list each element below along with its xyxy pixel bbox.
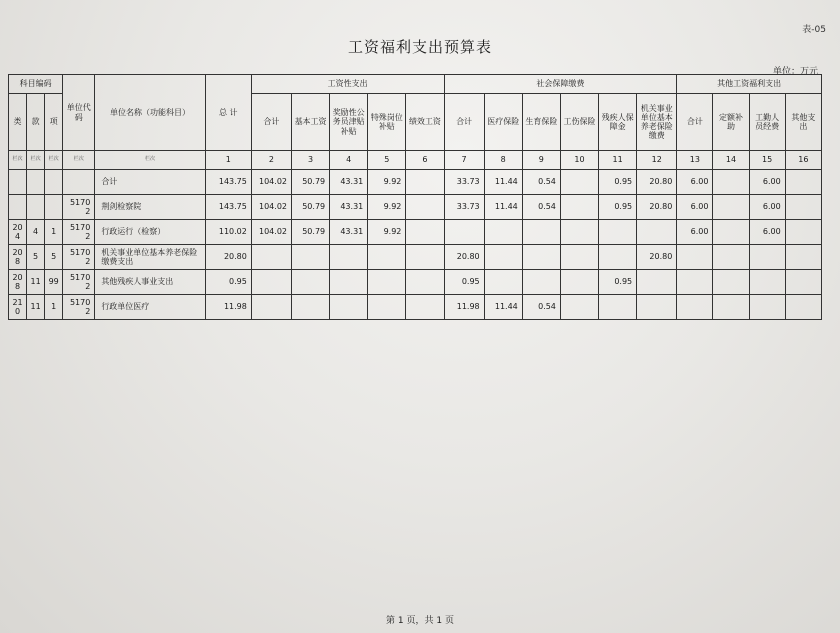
amount-cell-c4 xyxy=(330,270,368,295)
unit-code-cell: 51702 xyxy=(63,195,95,220)
amount-cell-c11 xyxy=(599,245,637,270)
amount-cell-c2 xyxy=(251,295,291,320)
amount-cell-c8: 11.44 xyxy=(484,295,522,320)
unit-label: 单位：万元 xyxy=(772,67,818,77)
unit-code-cell: 51702 xyxy=(63,270,95,295)
amount-cell-c3: 50.79 xyxy=(292,220,330,245)
social-group-header: 社会保障缴费 xyxy=(444,75,677,94)
amount-cell-c2: 104.02 xyxy=(251,220,291,245)
sub-header: 医疗保险 xyxy=(484,94,522,151)
amount-cell-c7: 0.95 xyxy=(444,270,484,295)
amount-cell-c4 xyxy=(330,245,368,270)
lei-cell: 208 xyxy=(9,270,27,295)
amount-cell-c12: 20.80 xyxy=(637,170,677,195)
index-cell: 10 xyxy=(560,151,598,170)
sub-header: 机关事业单位基本养老保险缴费 xyxy=(637,94,677,151)
amount-cell-c6 xyxy=(406,220,444,245)
lei-cell: 210 xyxy=(9,295,27,320)
page-footer: 第 1 页，共 1 页 xyxy=(386,616,454,626)
index-cell: 11 xyxy=(599,151,637,170)
lei-cell xyxy=(9,170,27,195)
amount-cell-c15 xyxy=(749,295,785,320)
kuan-cell: 11 xyxy=(27,295,45,320)
xiang-cell: 99 xyxy=(45,270,63,295)
amount-cell-c16 xyxy=(785,195,821,220)
total-cell: 0.95 xyxy=(205,270,251,295)
amount-cell-c8: 11.44 xyxy=(484,195,522,220)
unit-code-header: 单位代码 xyxy=(63,75,95,151)
xiang-cell xyxy=(45,195,63,220)
amount-cell-c15: 6.00 xyxy=(749,170,785,195)
amount-cell-c3 xyxy=(292,245,330,270)
unit-code-cell: 51702 xyxy=(63,295,95,320)
amount-cell-c7: 33.73 xyxy=(444,170,484,195)
amount-cell-c13 xyxy=(677,295,713,320)
lei-cell: 204 xyxy=(9,220,27,245)
amount-cell-c11: 0.95 xyxy=(599,195,637,220)
page-title: 工资福利支出预算表 xyxy=(347,38,492,56)
index-cell: 7 xyxy=(444,151,484,170)
amount-cell-c7: 33.73 xyxy=(444,195,484,220)
kuan-cell: 5 xyxy=(27,245,45,270)
sub-header: 基本工资 xyxy=(292,94,330,151)
amount-cell-c16 xyxy=(785,245,821,270)
subject-code-header: 科目编码 xyxy=(9,75,63,94)
label-cell: 栏次 xyxy=(95,151,205,170)
column-index-row xyxy=(9,151,822,170)
unit-name-cell: 行政单位医疗 xyxy=(95,295,205,320)
amount-cell-c8 xyxy=(484,220,522,245)
kuan-cell xyxy=(27,195,45,220)
amount-cell-c12 xyxy=(637,220,677,245)
amount-cell-c10 xyxy=(560,220,598,245)
amount-cell-c6 xyxy=(406,170,444,195)
amount-cell-c6 xyxy=(406,295,444,320)
label-cell: 栏次 xyxy=(63,151,95,170)
unit-name-cell: 机关事业单位基本养老保险缴费支出 xyxy=(95,245,205,270)
amount-cell-c14 xyxy=(713,195,749,220)
amount-cell-c7: 11.98 xyxy=(444,295,484,320)
amount-cell-c6 xyxy=(406,195,444,220)
budget-table xyxy=(8,74,822,320)
amount-cell-c2 xyxy=(251,245,291,270)
amount-cell-c5 xyxy=(368,295,406,320)
xiang-cell: 5 xyxy=(45,245,63,270)
sub-header: 合计 xyxy=(251,94,291,151)
amount-cell-c5: 9.92 xyxy=(368,170,406,195)
index-cell: 13 xyxy=(677,151,713,170)
index-cell: 2 xyxy=(251,151,291,170)
index-cell: 6 xyxy=(406,151,444,170)
amount-cell-c9 xyxy=(522,270,560,295)
amount-cell-c3 xyxy=(292,270,330,295)
amount-cell-c7 xyxy=(444,220,484,245)
other-group-header: 其他工资福利支出 xyxy=(677,75,822,94)
label-cell: 栏次 xyxy=(45,151,63,170)
xiang-cell: 1 xyxy=(45,295,63,320)
header-row-1 xyxy=(9,75,822,94)
xiang-header: 项 xyxy=(45,94,63,151)
table-row xyxy=(9,170,822,195)
amount-cell-c13: 6.00 xyxy=(677,170,713,195)
amount-cell-c11: 0.95 xyxy=(599,170,637,195)
amount-cell-c15: 6.00 xyxy=(749,195,785,220)
amount-cell-c12 xyxy=(637,270,677,295)
amount-cell-c14 xyxy=(713,170,749,195)
amount-cell-c10 xyxy=(560,245,598,270)
index-cell: 16 xyxy=(785,151,821,170)
amount-cell-c11: 0.95 xyxy=(599,270,637,295)
lei-header: 类 xyxy=(9,94,27,151)
amount-cell-c14 xyxy=(713,245,749,270)
xiang-cell xyxy=(45,170,63,195)
sub-header: 工勤人员经费 xyxy=(749,94,785,151)
amount-cell-c2: 104.02 xyxy=(251,170,291,195)
amount-cell-c6 xyxy=(406,270,444,295)
amount-cell-c4: 43.31 xyxy=(330,220,368,245)
kuan-cell: 11 xyxy=(27,270,45,295)
unit-name-cell: 行政运行（检察） xyxy=(95,220,205,245)
index-cell: 8 xyxy=(484,151,522,170)
sub-header: 其他支出 xyxy=(785,94,821,151)
sub-header: 奖励性公务员津贴补贴 xyxy=(330,94,368,151)
amount-cell-c15: 6.00 xyxy=(749,220,785,245)
amount-cell-c16 xyxy=(785,270,821,295)
amount-cell-c2 xyxy=(251,270,291,295)
amount-cell-c16 xyxy=(785,170,821,195)
amount-cell-c14 xyxy=(713,270,749,295)
amount-cell-c4: 43.31 xyxy=(330,195,368,220)
table-row xyxy=(9,270,822,295)
amount-cell-c12: 20.80 xyxy=(637,245,677,270)
amount-cell-c15 xyxy=(749,270,785,295)
index-cell: 4 xyxy=(330,151,368,170)
amount-cell-c5 xyxy=(368,270,406,295)
amount-cell-c10 xyxy=(560,270,598,295)
index-cell: 5 xyxy=(368,151,406,170)
amount-cell-c13 xyxy=(677,245,713,270)
xiang-cell: 1 xyxy=(45,220,63,245)
amount-cell-c14 xyxy=(713,220,749,245)
unit-name-header: 单位名称（功能科目） xyxy=(95,75,205,151)
wage-group-header: 工资性支出 xyxy=(251,75,444,94)
table-code: 表-05 xyxy=(802,25,826,35)
label-cell: 栏次 xyxy=(9,151,27,170)
amount-cell-c9 xyxy=(522,245,560,270)
kuan-cell xyxy=(27,170,45,195)
amount-cell-c11 xyxy=(599,295,637,320)
unit-code-cell: 51702 xyxy=(63,220,95,245)
amount-cell-c9: 0.54 xyxy=(522,295,560,320)
amount-cell-c10 xyxy=(560,170,598,195)
unit-code-cell: 51702 xyxy=(63,245,95,270)
amount-cell-c9 xyxy=(522,220,560,245)
total-header: 总 计 xyxy=(205,75,251,151)
sub-header: 残疾人保障金 xyxy=(599,94,637,151)
amount-cell-c5: 9.92 xyxy=(368,220,406,245)
sub-header: 工伤保险 xyxy=(560,94,598,151)
amount-cell-c12: 20.80 xyxy=(637,195,677,220)
total-cell: 11.98 xyxy=(205,295,251,320)
amount-cell-c5 xyxy=(368,245,406,270)
amount-cell-c3 xyxy=(292,295,330,320)
kuan-header: 款 xyxy=(27,94,45,151)
label-cell: 栏次 xyxy=(27,151,45,170)
unit-name-cell: 合计 xyxy=(95,170,205,195)
index-cell: 1 xyxy=(205,151,251,170)
amount-cell-c16 xyxy=(785,220,821,245)
sub-header: 合计 xyxy=(444,94,484,151)
amount-cell-c7: 20.80 xyxy=(444,245,484,270)
amount-cell-c3: 50.79 xyxy=(292,195,330,220)
amount-cell-c4: 43.31 xyxy=(330,170,368,195)
amount-cell-c14 xyxy=(713,295,749,320)
table-row xyxy=(9,245,822,270)
sub-header: 特殊岗位补贴 xyxy=(368,94,406,151)
amount-cell-c10 xyxy=(560,295,598,320)
amount-cell-c4 xyxy=(330,295,368,320)
lei-cell: 208 xyxy=(9,245,27,270)
sub-header: 绩效工资 xyxy=(406,94,444,151)
amount-cell-c12 xyxy=(637,295,677,320)
index-cell: 15 xyxy=(749,151,785,170)
amount-cell-c16 xyxy=(785,295,821,320)
index-cell: 9 xyxy=(522,151,560,170)
amount-cell-c3: 50.79 xyxy=(292,170,330,195)
unit-name-cell: 荆剑检察院 xyxy=(95,195,205,220)
amount-cell-c2: 104.02 xyxy=(251,195,291,220)
unit-code-cell xyxy=(63,170,95,195)
amount-cell-c5: 9.92 xyxy=(368,195,406,220)
kuan-cell: 4 xyxy=(27,220,45,245)
lei-cell xyxy=(9,195,27,220)
sub-header: 生育保险 xyxy=(522,94,560,151)
table-row xyxy=(9,220,822,245)
index-cell: 3 xyxy=(292,151,330,170)
amount-cell-c8 xyxy=(484,270,522,295)
amount-cell-c8 xyxy=(484,245,522,270)
amount-cell-c6 xyxy=(406,245,444,270)
total-cell: 143.75 xyxy=(205,170,251,195)
table-row xyxy=(9,195,822,220)
amount-cell-c11 xyxy=(599,220,637,245)
amount-cell-c13: 6.00 xyxy=(677,195,713,220)
index-cell: 12 xyxy=(637,151,677,170)
amount-cell-c9: 0.54 xyxy=(522,170,560,195)
amount-cell-c13 xyxy=(677,270,713,295)
total-cell: 20.80 xyxy=(205,245,251,270)
total-cell: 143.75 xyxy=(205,195,251,220)
index-cell: 14 xyxy=(713,151,749,170)
unit-name-cell: 其他残疾人事业支出 xyxy=(95,270,205,295)
amount-cell-c15 xyxy=(749,245,785,270)
table-row xyxy=(9,295,822,320)
amount-cell-c8: 11.44 xyxy=(484,170,522,195)
amount-cell-c9: 0.54 xyxy=(522,195,560,220)
sub-header: 定额补助 xyxy=(713,94,749,151)
sub-header: 合计 xyxy=(677,94,713,151)
amount-cell-c13: 6.00 xyxy=(677,220,713,245)
total-cell: 110.02 xyxy=(205,220,251,245)
amount-cell-c10 xyxy=(560,195,598,220)
